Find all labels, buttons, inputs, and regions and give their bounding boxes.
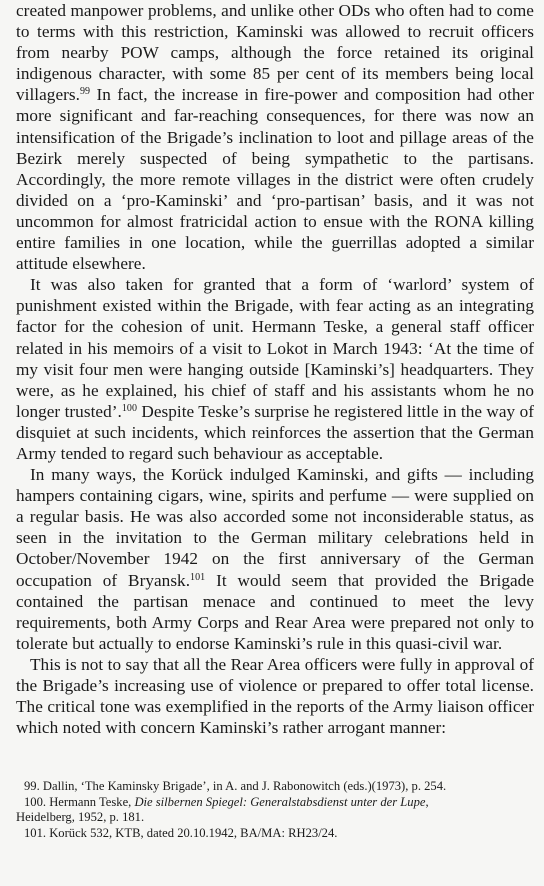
footnote-99 (24, 779, 534, 794)
footnote-text: 100. Hermann Teske, (24, 794, 135, 809)
text-run: In fact, the increase in fire-power and composition had other more significant and far-reaching consequences, for there was now an intensification of the Brigade’s inclination to loot and pillage areas of the Bezirk merely suspected of being sympathetic to the partisans. Accordingly, the more remote villages in the district were often crudely divided on a ‘pro-Kaminski’ and ‘pro-partisan’ basis, and it was not uncommon for almost fratricidal action to ensue with the RONA killing entire families in one location, while the guerrillas adopted a similar attitude elsewhere. (16, 85, 534, 274)
footnote-ref-101: 101 (190, 571, 206, 583)
footnote-100 (16, 794, 534, 826)
text-run: In many ways, the Korück indulged Kaminski, and gifts — including hampers containing cigars, wine, spirits and perfume — were supplied on a regular basis. He was also accorded some not inconsiderable status, as seen in the invitation to the German military celebrations held in October/November 1942 on the first anniversary of the German occupation of Bryansk. (16, 465, 534, 590)
body-text (16, 0, 534, 738)
paragraph-1 (16, 0, 534, 274)
footnote-title: Die silbernen Spiegel: Generalstabsdienst unter der Lupe (134, 794, 426, 809)
footnote-ref-100: 100 (121, 402, 137, 414)
footnote-101 (24, 826, 534, 841)
footnote-ref-99: 99 (79, 86, 91, 98)
footnotes (16, 779, 534, 841)
paragraph-2 (16, 274, 534, 464)
text-run: created manpower problems, and unlike other ODs who often had to come to terms with this restriction, Kaminski was allowed to recruit officers from nearby POW camps, although the force retained its original indigenous character, with some 85 per cent of its members being local villagers. (16, 1, 534, 105)
footnote-text: , (425, 794, 429, 809)
text-run: It would seem that provided the Brigade contained the partisan menace and continued to meet the levy requirements, both Army Corps and Rear Area were prepared not only to tolerate but actually to endorse Kaminski’s rule in this quasi-civil war. (16, 570, 534, 653)
footnote-continuation: Heidelberg, 1952, p. 181. (16, 810, 145, 825)
footnote-text: 101. Korück 532, KTB, dated 20.10.1942, BA/MA: RH23/24. (24, 825, 338, 840)
text-run: It was also taken for granted that a form of ‘warlord’ system of punishment existed within the Brigade, with fear acting as an integrating factor for the cohesion of unit. Hermann Teske, a general staff officer related in his memoirs of a visit to Lokot in March 1943: ‘At the time of my visit four men were hanging outside [Kaminski’s] headquarters. They were, as he explained, his chief of staff and his assistants whom he no longer trusted’. (16, 275, 534, 421)
text-run: This is not to say that all the Rear Area officers were fully in approval of the Brigade’s increasing use of violence or prepared to offer total license. The critical tone was exemplified in the reports of the Army liaison officer which noted with concern Kaminski’s rather arrogant manner: (16, 654, 534, 738)
paragraph-4 (16, 654, 534, 738)
footnote-text: 99. Dallin, ‘The Kaminsky Brigade’, in A. and J. Rabonowitch (eds.)(1973), p. 254. (24, 779, 447, 794)
paragraph-3 (16, 464, 534, 654)
text-run: Despite Teske’s surprise he registered little in the way of disquiet at such incidents, which reinforces the assertion that the German Army tended to regard such behaviour as acceptable. (16, 401, 534, 463)
